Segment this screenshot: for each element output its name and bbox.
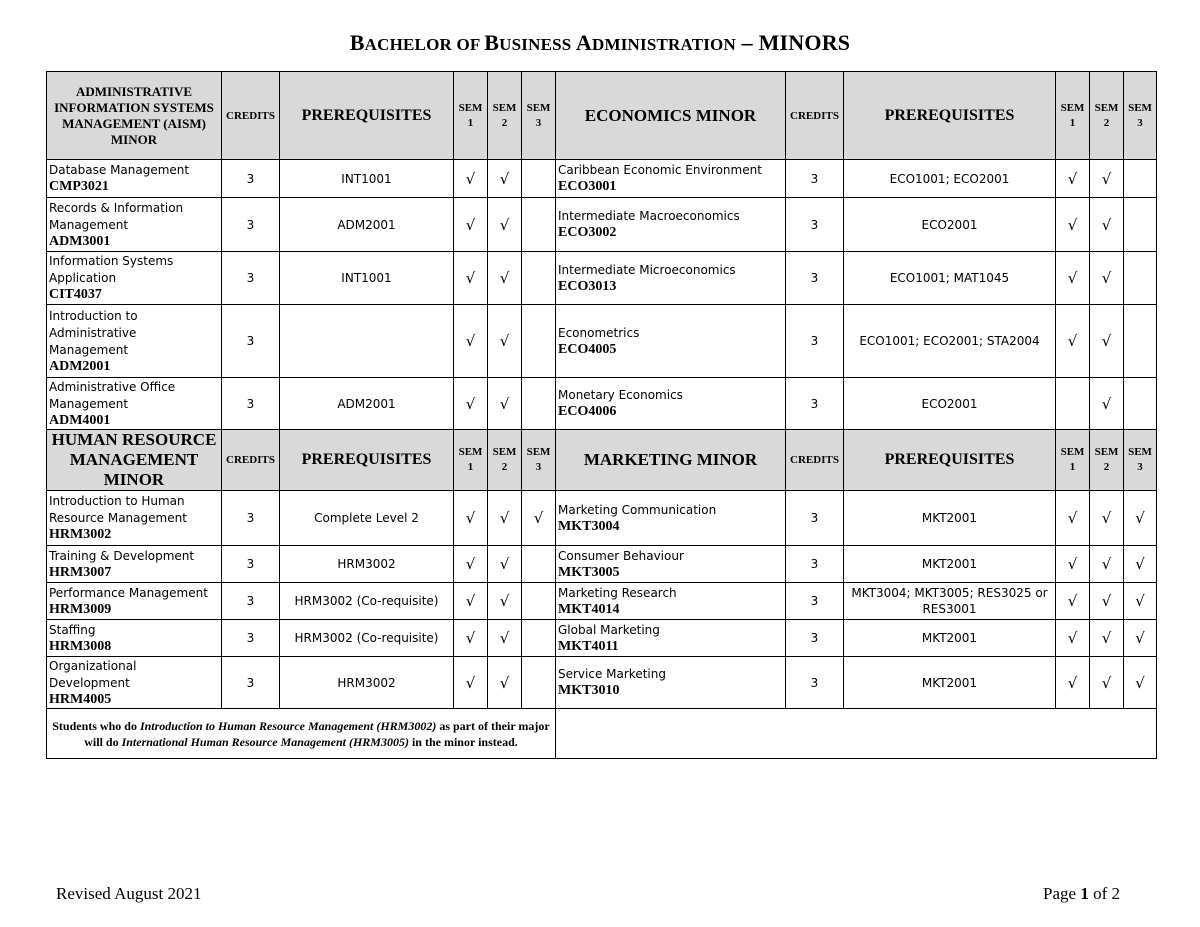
sem1-check: √ xyxy=(454,583,488,620)
sem1-check: √ xyxy=(1056,160,1090,198)
page-title: BACHELOR OF BUSINESS ADMINISTRATION – MINORS xyxy=(349,30,851,55)
course-name: Administrative Office Management xyxy=(49,379,176,411)
course-name: Econometrics xyxy=(558,325,640,340)
sem2-header: SEM 2 xyxy=(1090,72,1124,160)
course-credits: 3 xyxy=(222,583,280,620)
course-prerequisites: Complete Level 2 xyxy=(280,491,454,546)
sem1-check: √ xyxy=(454,546,488,583)
course-code: CMP3021 xyxy=(49,179,109,194)
section-header-row xyxy=(47,430,1157,491)
course-code: HRM3008 xyxy=(49,638,112,654)
sem2-check: √ xyxy=(488,198,522,252)
left-minor-title: HUMAN RESOURCE MANAGEMENT MINOR xyxy=(47,430,222,491)
sem1-header: SEM 1 xyxy=(1056,72,1090,160)
course-credits: 3 xyxy=(786,198,844,252)
sem3-check xyxy=(522,620,556,657)
course-credits: 3 xyxy=(786,620,844,657)
course-credits: 3 xyxy=(786,546,844,583)
sem2-check: √ xyxy=(1090,198,1124,252)
course-cell xyxy=(47,657,222,709)
course-cell xyxy=(556,620,786,657)
course-credits: 3 xyxy=(786,657,844,709)
course-name: Introduction to Human Resource Management xyxy=(49,494,187,525)
sem2-check: √ xyxy=(488,657,522,709)
course-name: Monetary Economics xyxy=(558,388,683,402)
course-code: ECO3001 xyxy=(558,179,617,194)
sem3-check xyxy=(522,378,556,430)
course-prerequisites: HRM3002 (Co-requisite) xyxy=(280,620,454,657)
credits-header: CREDITS xyxy=(222,72,280,160)
left-minor-title: ADMINISTRATIVE INFORMATION SYSTEMS MANAGEMENT (AISM) MINOR xyxy=(47,72,222,160)
course-cell xyxy=(556,583,786,620)
course-cell xyxy=(556,657,786,709)
sem1-check: √ xyxy=(1056,252,1090,305)
sem3-check: √ xyxy=(1124,620,1157,657)
sem3-check xyxy=(522,305,556,378)
sem3-check: √ xyxy=(1124,491,1157,546)
table-row xyxy=(47,583,1157,620)
prerequisites-header: PREREQUISITES xyxy=(280,72,454,160)
course-code: HRM3002 xyxy=(49,527,112,542)
sem2-check: √ xyxy=(488,491,522,546)
sem1-check xyxy=(1056,378,1090,430)
course-prerequisites: MKT3004; MKT3005; RES3025 or RES3001 xyxy=(844,583,1056,620)
course-prerequisites xyxy=(280,305,454,378)
course-prerequisites: INT1001 xyxy=(280,252,454,305)
course-cell xyxy=(556,546,786,583)
course-credits: 3 xyxy=(222,378,280,430)
course-cell xyxy=(556,305,786,378)
course-prerequisites: MKT2001 xyxy=(844,620,1056,657)
sem1-check: √ xyxy=(1056,198,1090,252)
note-row xyxy=(47,709,1157,759)
course-prerequisites: ECO2001 xyxy=(844,378,1056,430)
course-credits: 3 xyxy=(786,583,844,620)
sem3-check: √ xyxy=(1124,546,1157,583)
course-code: HRM4005 xyxy=(49,691,112,707)
prerequisites-header: PREREQUISITES xyxy=(844,72,1056,160)
course-code: ECO4005 xyxy=(558,341,617,357)
course-name: Consumer Behaviour xyxy=(558,548,684,563)
sem1-check: √ xyxy=(1056,305,1090,378)
sem3-check xyxy=(1124,198,1157,252)
sem3-header: SEM 3 xyxy=(1124,430,1157,491)
sem2-check: √ xyxy=(1090,378,1124,430)
note-text: in the minor instead. xyxy=(408,734,518,749)
sem3-header: SEM 3 xyxy=(1124,72,1157,160)
sem3-check xyxy=(522,160,556,198)
course-code: ADM3001 xyxy=(49,233,111,249)
sem1-header: SEM 1 xyxy=(454,72,488,160)
credits-header: CREDITS xyxy=(786,430,844,491)
course-name: Records & Information Management xyxy=(49,200,184,232)
course-prerequisites: ADM2001 xyxy=(280,378,454,430)
course-name: Staffing xyxy=(49,622,96,637)
course-code: MKT4014 xyxy=(558,601,620,617)
table-row xyxy=(47,305,1157,378)
right-minor-title: MARKETING MINOR xyxy=(556,430,786,491)
course-name: Organizational Development xyxy=(49,658,137,690)
course-prerequisites: ECO1001; ECO2001 xyxy=(844,160,1056,198)
table-row xyxy=(47,546,1157,583)
sem3-check xyxy=(522,546,556,583)
course-prerequisites: HRM3002 xyxy=(280,546,454,583)
course-credits: 3 xyxy=(222,491,280,546)
sem1-check: √ xyxy=(454,378,488,430)
course-code: HRM3009 xyxy=(49,601,112,617)
course-name: Marketing Communication xyxy=(558,502,717,517)
course-code: ECO3013 xyxy=(558,278,617,294)
sem2-check: √ xyxy=(488,378,522,430)
sem2-check: √ xyxy=(1090,305,1124,378)
page-number: Page 1 of 2 xyxy=(1043,884,1120,903)
course-code: CIT4037 xyxy=(49,287,102,302)
empty-cell xyxy=(556,709,1157,759)
course-name: Caribbean Economic Environment xyxy=(558,163,762,177)
sem2-check: √ xyxy=(488,305,522,378)
sem2-check: √ xyxy=(1090,657,1124,709)
sem1-header: SEM 1 xyxy=(454,430,488,491)
sem2-check: √ xyxy=(488,546,522,583)
sem1-check: √ xyxy=(454,198,488,252)
sem3-check: √ xyxy=(1124,657,1157,709)
course-cell xyxy=(47,378,222,430)
course-cell xyxy=(47,305,222,378)
course-name: Database Management xyxy=(49,163,190,177)
course-prerequisites: MKT2001 xyxy=(844,657,1056,709)
note-course: International Human Resource Management (HRM3005) xyxy=(121,734,409,749)
course-name: Introduction to Administrative Management xyxy=(49,308,138,357)
sem1-check: √ xyxy=(454,252,488,305)
sem3-check xyxy=(1124,160,1157,198)
sem1-header: SEM 1 xyxy=(1056,430,1090,491)
table-row xyxy=(47,378,1157,430)
course-cell xyxy=(556,160,786,198)
table-row xyxy=(47,198,1157,252)
sem1-check: √ xyxy=(1056,546,1090,583)
course-prerequisites: ECO1001; MAT1045 xyxy=(844,252,1056,305)
table-row xyxy=(47,620,1157,657)
sem2-check: √ xyxy=(488,620,522,657)
sem1-check: √ xyxy=(1056,491,1090,546)
course-name: Training & Development xyxy=(49,548,195,563)
note-text: Students who do xyxy=(52,718,140,733)
sem2-check: √ xyxy=(488,160,522,198)
sem1-check: √ xyxy=(1056,583,1090,620)
course-credits: 3 xyxy=(222,620,280,657)
course-credits: 3 xyxy=(222,198,280,252)
sem3-check xyxy=(1124,252,1157,305)
course-cell xyxy=(47,198,222,252)
sem3-check: √ xyxy=(522,491,556,546)
course-name: Intermediate Microeconomics xyxy=(558,262,736,277)
sem3-check: √ xyxy=(1124,583,1157,620)
course-cell xyxy=(47,583,222,620)
sem2-check: √ xyxy=(1090,546,1124,583)
sem1-check: √ xyxy=(454,620,488,657)
course-name: Information Systems Application xyxy=(49,254,174,285)
sem2-header: SEM 2 xyxy=(1090,430,1124,491)
prerequisites-header: PREREQUISITES xyxy=(844,430,1056,491)
sem2-check: √ xyxy=(1090,252,1124,305)
note-text: as part of their major will do xyxy=(84,718,550,749)
sem2-header: SEM 2 xyxy=(488,430,522,491)
course-prerequisites: HRM3002 (Co-requisite) xyxy=(280,583,454,620)
credits-header: CREDITS xyxy=(786,72,844,160)
course-prerequisites: ADM2001 xyxy=(280,198,454,252)
sem1-check: √ xyxy=(454,305,488,378)
sem1-check: √ xyxy=(1056,620,1090,657)
course-cell xyxy=(556,252,786,305)
minors-table xyxy=(46,71,1157,759)
course-code: ECO3002 xyxy=(558,225,617,240)
course-prerequisites: MKT2001 xyxy=(844,546,1056,583)
course-credits: 3 xyxy=(786,305,844,378)
sem3-check xyxy=(1124,378,1157,430)
course-code: ADM4001 xyxy=(49,412,111,428)
course-code: ECO4006 xyxy=(558,404,617,419)
course-credits: 3 xyxy=(222,546,280,583)
sem2-check: √ xyxy=(488,252,522,305)
sem3-header: SEM 3 xyxy=(522,72,556,160)
course-credits: 3 xyxy=(786,160,844,198)
sem3-check xyxy=(522,583,556,620)
course-cell xyxy=(556,491,786,546)
sem2-check: √ xyxy=(1090,491,1124,546)
course-code: ADM2001 xyxy=(49,358,111,374)
sem2-check: √ xyxy=(488,583,522,620)
course-cell xyxy=(47,491,222,546)
sem2-check: √ xyxy=(1090,583,1124,620)
note-course: Introduction to Human Resource Management (HRM3002) xyxy=(139,718,437,733)
sem1-check: √ xyxy=(454,657,488,709)
sem2-header: SEM 2 xyxy=(488,72,522,160)
course-credits: 3 xyxy=(786,378,844,430)
course-name: Performance Management xyxy=(49,585,208,600)
sem3-check xyxy=(522,252,556,305)
course-prerequisites: INT1001 xyxy=(280,160,454,198)
course-code: MKT3004 xyxy=(558,518,620,534)
sem1-check: √ xyxy=(1056,657,1090,709)
course-name: Service Marketing xyxy=(558,667,666,681)
course-prerequisites: MKT2001 xyxy=(844,491,1056,546)
sem3-check xyxy=(1124,305,1157,378)
table-row xyxy=(47,252,1157,305)
course-credits: 3 xyxy=(222,252,280,305)
course-prerequisites: HRM3002 xyxy=(280,657,454,709)
sem2-check: √ xyxy=(1090,620,1124,657)
course-code: HRM3007 xyxy=(49,564,112,580)
course-credits: 3 xyxy=(222,160,280,198)
course-cell xyxy=(47,252,222,305)
course-cell xyxy=(47,620,222,657)
sem1-check: √ xyxy=(454,491,488,546)
table-row xyxy=(47,160,1157,198)
table-row xyxy=(47,491,1157,546)
credits-header: CREDITS xyxy=(222,430,280,491)
course-cell xyxy=(556,378,786,430)
course-code: MKT3005 xyxy=(558,564,620,580)
table-row xyxy=(47,657,1157,709)
course-cell xyxy=(47,546,222,583)
right-minor-title: ECONOMICS MINOR xyxy=(556,72,786,160)
course-code: MKT4011 xyxy=(558,638,619,654)
course-credits: 3 xyxy=(786,252,844,305)
course-name: Intermediate Macroeconomics xyxy=(558,209,740,223)
course-code: MKT3010 xyxy=(558,683,620,698)
course-name: Marketing Research xyxy=(558,585,677,600)
course-cell xyxy=(556,198,786,252)
sem3-check xyxy=(522,198,556,252)
sem3-check xyxy=(522,657,556,709)
course-credits: 3 xyxy=(222,657,280,709)
course-cell xyxy=(47,160,222,198)
sem2-check: √ xyxy=(1090,160,1124,198)
course-credits: 3 xyxy=(222,305,280,378)
revised-date: Revised August 2021 xyxy=(56,884,202,903)
sem3-header: SEM 3 xyxy=(522,430,556,491)
prerequisites-header: PREREQUISITES xyxy=(280,430,454,491)
section-header-row xyxy=(47,72,1157,160)
course-prerequisites: ECO1001; ECO2001; STA2004 xyxy=(844,305,1056,378)
course-prerequisites: ECO2001 xyxy=(844,198,1056,252)
course-name: Global Marketing xyxy=(558,622,660,637)
sem1-check: √ xyxy=(454,160,488,198)
course-credits: 3 xyxy=(786,491,844,546)
hrm-note xyxy=(47,709,556,759)
